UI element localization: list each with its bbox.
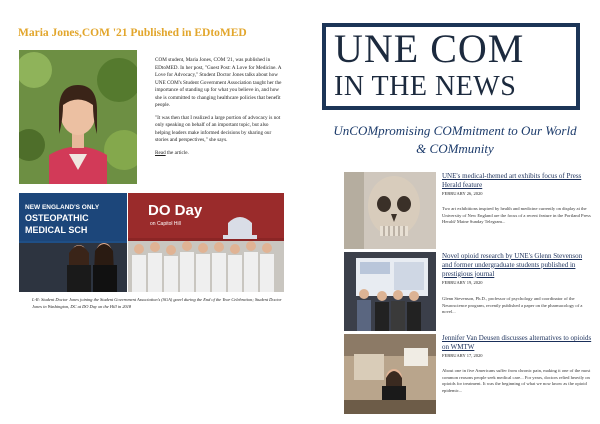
sga-celebration-photo [19,193,127,292]
do-day-group-photo [128,193,284,292]
news-date: FEBRUARY 19, 2020 [442,280,483,285]
article-title: Maria Jones,COM '21 Published in EDtoMED [18,27,247,39]
skull-art-image [344,172,436,249]
read-article-tail: the article. [165,149,189,156]
sign-line-3: MEDICAL SCH [25,225,88,235]
news-date: FEBRUARY 17, 2020 [442,353,483,358]
news-item [344,334,594,418]
wmtw-interview-image [344,334,436,414]
do-day-sign: DO Day [148,202,203,219]
tagline: UnCOMpromising COMmitment to Our World & COMmunity [333,123,577,156]
news-summary: About one in five Americans suffer from chronic pain, making it one of the most common reasons people seek medical care... For years, doctors relied heavily on opioids for treatment. It was the beginning of what we now know as the opioid epidemic... [442,368,591,393]
read-article-line [155,150,285,158]
photo-caption: L-R: Student Doctor Jones joining the Student Government Association's (SGA) gavel during the End of the Year Celebration; Student Doctor Jones in Washington, DC at DO Day on the Hill in 2018 [32,297,282,309]
news-headline-link[interactable]: Jennifer Van Deusen discusses alternatives to opioids on WMTW [442,334,592,351]
research-poster-image [344,252,436,331]
news-banner [322,23,580,110]
news-headline-link[interactable]: UNE's medical-themed art exhibits focus of Press Herald feature [442,172,582,189]
news-item [344,172,594,250]
news-headline-link[interactable]: Novel opioid research by UNE's Glenn Stevenson and former undergraduate students published in prestigious journal [442,252,583,278]
sign-line-2: OSTEOPATHIC [25,213,89,223]
news-summary: Two art exhibitions inspired by health and medicine currently on display at the University of New England are the focus of a recent feature in the Portland Press Herald/ Maine Sunday Telegram... [442,206,591,225]
portrait-photo [19,50,137,184]
body-paragraph-1: COM student, Maria Jones, COM '21, was published in EDtoMED. In her post, "Guest Post: A Love for Medicine. A Love for Advocacy," Student Doctor Jones talks about how UNE COM's Student Government Association taught her the importance of standing up for what you believe in, and how she is committed to changing healthcare policies that benefit people. [155,57,282,109]
news-date: FEBRUARY 26, 2020 [442,191,483,196]
banner-line-2: IN THE NEWS [334,71,517,102]
do-day-sign-sub: on Capitol Hill [150,221,181,227]
right-page [300,0,600,424]
news-summary: Glenn Stevenson, Ph.D., professor of psychology and coordinator of the Neuroscience program, recently published a paper on the pharmacology of a novel... [442,296,583,315]
article-body [155,57,285,162]
read-article-link[interactable]: Read [155,149,166,156]
body-paragraph-2: "It was then that I realized a large portion of advocacy is not only speaking on behalf of an important topic, but also helping leaders make informed decisions by sharing our stories and perspectives," she says. [155,114,281,144]
banner-line-1: UNE COM [334,26,525,71]
sign-line-1: NEW ENGLAND'S ONLY [25,204,100,211]
news-item [344,252,594,332]
